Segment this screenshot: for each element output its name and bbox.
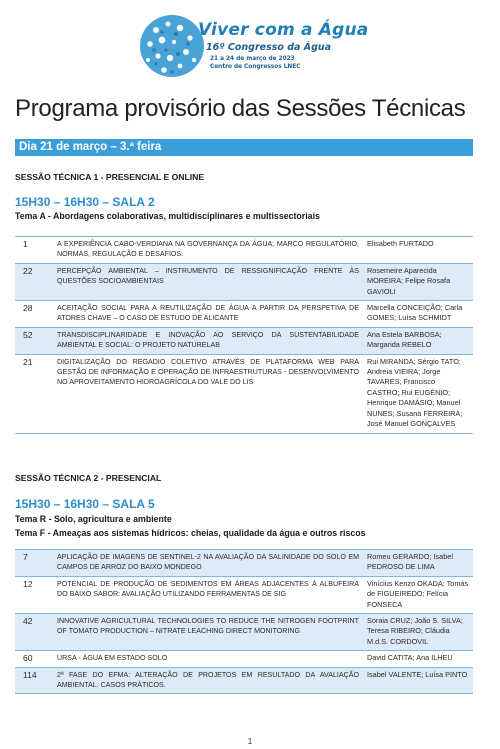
talk-title: ACEITAÇÃO SOCIAL PARA A REUTILIZAÇÃO DE ÁGUA A PARTIR DA PERSPETIVA DE ATORES CHAVE – O CASO DE ESTUDO DE ALICANTE [53, 301, 363, 328]
talk-title: URSA - ÁGUA EM ESTADO SOLO [53, 651, 363, 667]
logo-dates: 21 a 24 de março de 2023 [210, 56, 295, 62]
page-number: 1 [247, 737, 253, 746]
talk-title: POTENCIAL DE PRODUÇÃO DE SEDIMENTOS EM ÁREAS ADJACENTES À ALBUFEIRA DO BAIXO SABOR: AVALIAÇÃO UTILIZANDO FERRAMENTAS DE SIG [53, 576, 363, 613]
theme-code: Tema F [15, 528, 46, 538]
table-row [15, 667, 473, 694]
talk-authors: Ana Estela BARBOSA; Margarida REBELO [363, 327, 473, 354]
logo-title: Viver com a Água [198, 20, 369, 40]
table-row [15, 651, 473, 667]
talk-authors: Elisabeth FURTADO [363, 237, 473, 264]
table-row [15, 550, 473, 577]
talk-authors: Rui MIRANDA; Sérgio TATO; Andreia VIEIRA; Jorge TAVARES; Francisco CASTRO; Rui EUGÉNIO; Henrique DAMÁSIO; Manuel NUNES; Susana FERREIRA; José Manuel GONÇALVES [363, 354, 473, 433]
theme-text: - Solo, agricultura e ambiente [46, 514, 172, 524]
table-row [15, 237, 473, 264]
talk-authors: Romeu GERARDO; Isabel PEDROSO DE LIMA [363, 550, 473, 577]
talk-authors: David CATITA; Ana ILHEU [363, 651, 473, 667]
day-header: Dia 21 de março – 3.ª feira [15, 139, 473, 155]
talk-number: 22 [15, 263, 53, 300]
theme-text: - Ameaças aos sistemas hídricos: cheias, qualidade da água e outros riscos [45, 528, 366, 538]
talk-authors: Isabel VALENTE; Luísa PINTO [363, 667, 473, 694]
session-title: SESSÃO TÉCNICA 1 - PRESENCIAL E ONLINE [15, 172, 205, 182]
theme-code: Tema A [15, 211, 46, 221]
session-theme [15, 514, 172, 524]
talk-authors: Vinícius Kenzo OKADA; Tomás de FIGUEIREDO; Felícia FONSECA [363, 576, 473, 613]
talk-number: 60 [15, 651, 53, 667]
talk-title: 2ª FASE DO EFMA: ALTERAÇÃO DE PROJETOS EM RESULTADO DA AVALIAÇÃO AMBIENTAL. CASOS PRÁTICOS. [53, 667, 363, 694]
session-slot: 15H30 – 16H30 – SALA 5 [15, 497, 155, 511]
talk-number: 28 [15, 301, 53, 328]
day-header-divider [15, 155, 473, 156]
talk-authors: Rosemeire Aparecida MOREIRA; Felipe Rosafa GAVIOLI [363, 263, 473, 300]
talk-authors: Marcella CONCEIÇÃO; Carla GOMES; Luísa SCHMIDT [363, 301, 473, 328]
talk-number: 42 [15, 614, 53, 651]
table-row [15, 354, 473, 433]
table-row [15, 301, 473, 328]
talk-title: INNOVATIVE AGRICULTURAL TECHNOLOGIES TO REDUCE THE NITROGEN FOOTPRINT OF TOMATO PRODUCTION – NITRATE LEACHING DIRECT MONITORING [53, 614, 363, 651]
talk-number: 52 [15, 327, 53, 354]
congress-logo [138, 12, 368, 82]
logo-venue: Centro de Congressos LNEC [210, 64, 301, 70]
logo-subtitle: 16º Congresso da Água [206, 42, 332, 53]
session-theme [15, 528, 366, 538]
talk-number: 114 [15, 667, 53, 694]
talk-title: PERCEPÇÃO AMBIENTAL – INSTRUMENTO DE RESSIGNIFICAÇÃO FRENTE ÀS QUESTÕES SOCIOAMBIENTAIS [53, 263, 363, 300]
talk-title: APLICAÇÃO DE IMAGENS DE SENTINEL-2 NA AVALIAÇÃO DA SALINIDADE DO SOLO EM CAMPOS DE ARROZ DO BAIXO MONDEGO [53, 550, 363, 577]
talk-title: DIGITALIZAÇÃO DO REGADIO COLETIVO ATRAVÉS DE PLATAFORMA WEB PARA GESTÃO DE INFORMAÇÃO E OPERAÇÃO DE INFRAESTRUTURAS - DESENVOLVIMENTO NO APROVEITAMENTO HIDROAGRÍCOLA DO VALE DO LIS [53, 354, 363, 433]
talk-number: 1 [15, 237, 53, 264]
talk-number: 7 [15, 550, 53, 577]
talk-number: 21 [15, 354, 53, 433]
talks-table [15, 549, 473, 694]
table-row [15, 576, 473, 613]
table-row [15, 327, 473, 354]
talk-number: 12 [15, 576, 53, 613]
table-row [15, 614, 473, 651]
table-row [15, 263, 473, 300]
talk-authors: Soraia CRUZ; João S. SILVA; Teresa RIBEIRO; Cláudia M.d.S. CORDOVIL [363, 614, 473, 651]
talks-table [15, 236, 473, 434]
talk-title: A EXPERIÊNCIA CABO-VERDIANA NA GOVERNANÇA DA ÁGUA; MARCO REGULATÓRIO, NORMAS, REGULAÇÃO E DESAFIOS. [53, 237, 363, 264]
theme-text: - Abordagens colaborativas, multidisciplinares e multissectoriais [45, 211, 320, 221]
page-title: Programa provisório das Sessões Técnicas [15, 95, 466, 122]
session-title: SESSÃO TÉCNICA 2 - PRESENCIAL [15, 473, 162, 483]
talk-title: TRANSDISCIPLINARIDADE E INOVAÇÃO AO SERVIÇO DA SUSTENTABILIDADE AMBIENTAL E SOCIAL: O PROJETO NATURELAB [53, 327, 363, 354]
session-slot: 15H30 – 16H30 – SALA 2 [15, 195, 155, 209]
session-theme [15, 211, 320, 221]
theme-code: Tema R [15, 514, 47, 524]
